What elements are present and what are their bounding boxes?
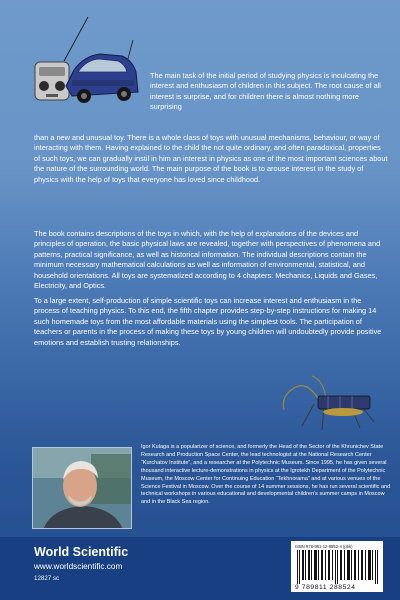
production-paragraph: To a large extent, self-production of simple scientific toys can increase interest and enthusiasm in the process of teaching physics. To this end, the fifth chapter provides step-by-step instructions for making 14 such homemade toys from the most affordable materials using the simplest tools. The participation of teachers or parents in the process of making these toys by young children will undoubtedly provide positive emotions and establish trusting relationships. — [34, 296, 382, 347]
barcode-box — [291, 541, 383, 592]
author-portrait-icon — [33, 448, 132, 529]
publisher-name: World Scientific — [34, 545, 129, 559]
author-photo — [32, 447, 132, 529]
author-bio: Igor Kulaga is a popularizer of science, and formerly the Head of the Sector of the Khrunichev State Research and Production Space Center, the lead technologist at the National Research Center “Kurchatov Institute”, and a researcher at the Polytechnic Museum. Since 1995, he has given several thousand interactive lecture-demonstrations in physics at the Igrotekh Department of the Polytechnic Museum, the Moscow Center for Continuing Education “Tekhnorama” and at various venues of the Science Festival in Moscow. Over the course of 14 summer sessions, he has run several scientific and technical workshops in various educational and developmental children’s summer camps in Moscow and in the Black Sea region. — [141, 444, 391, 506]
barcode-icon — [295, 550, 379, 584]
catalog-code: 12827 sc — [34, 575, 60, 582]
intro-paragraph-rest: than a new and unusual toy. There is a whole class of toys with unusual mechanisms, behaviour, or way of interacting with them. Having explained to the child the not quite ordinary, and often paradoxical, properties of such toys, we can gradually instil in him an interest in physics as one of the most important sciences about the nature of the surrounding world. The main purpose of the book is to arouse interest in the study of physics with the help of toys that everyone has loved since childhood. — [34, 133, 388, 184]
intro-paragraph-lead: The main task of the initial period of studying physics is inculcating the interest and enthusiasm of children in this subject. The root cause of all interest is surprise, and for children there is almost nothing more surprising — [150, 71, 381, 112]
rc-car-with-remote-icon — [26, 14, 142, 106]
publisher-url[interactable]: www.worldscientific.com — [34, 562, 123, 571]
isbn-text: ISBN 978-981-12-8852-4 (pbk) — [295, 544, 353, 549]
contents-paragraph: The book contains descriptions of the toys in which, with the help of explanations of the devices and principles of operation, the basic physical laws are revealed, together with perspectives of phenomena and patterns, practical significance, as well as historical information. The individual descriptions contain the minimum necessary mathematical calculations as well as information of environmental, statistical, and household orientations. All toys are systematized according to 4 chapters: Mechanics, Liquids and Gases, Electricity, and Optics. — [34, 229, 381, 291]
barcode-digits: 9 789811 288524 — [295, 584, 356, 591]
solar-insect-toy-icon — [264, 370, 384, 435]
